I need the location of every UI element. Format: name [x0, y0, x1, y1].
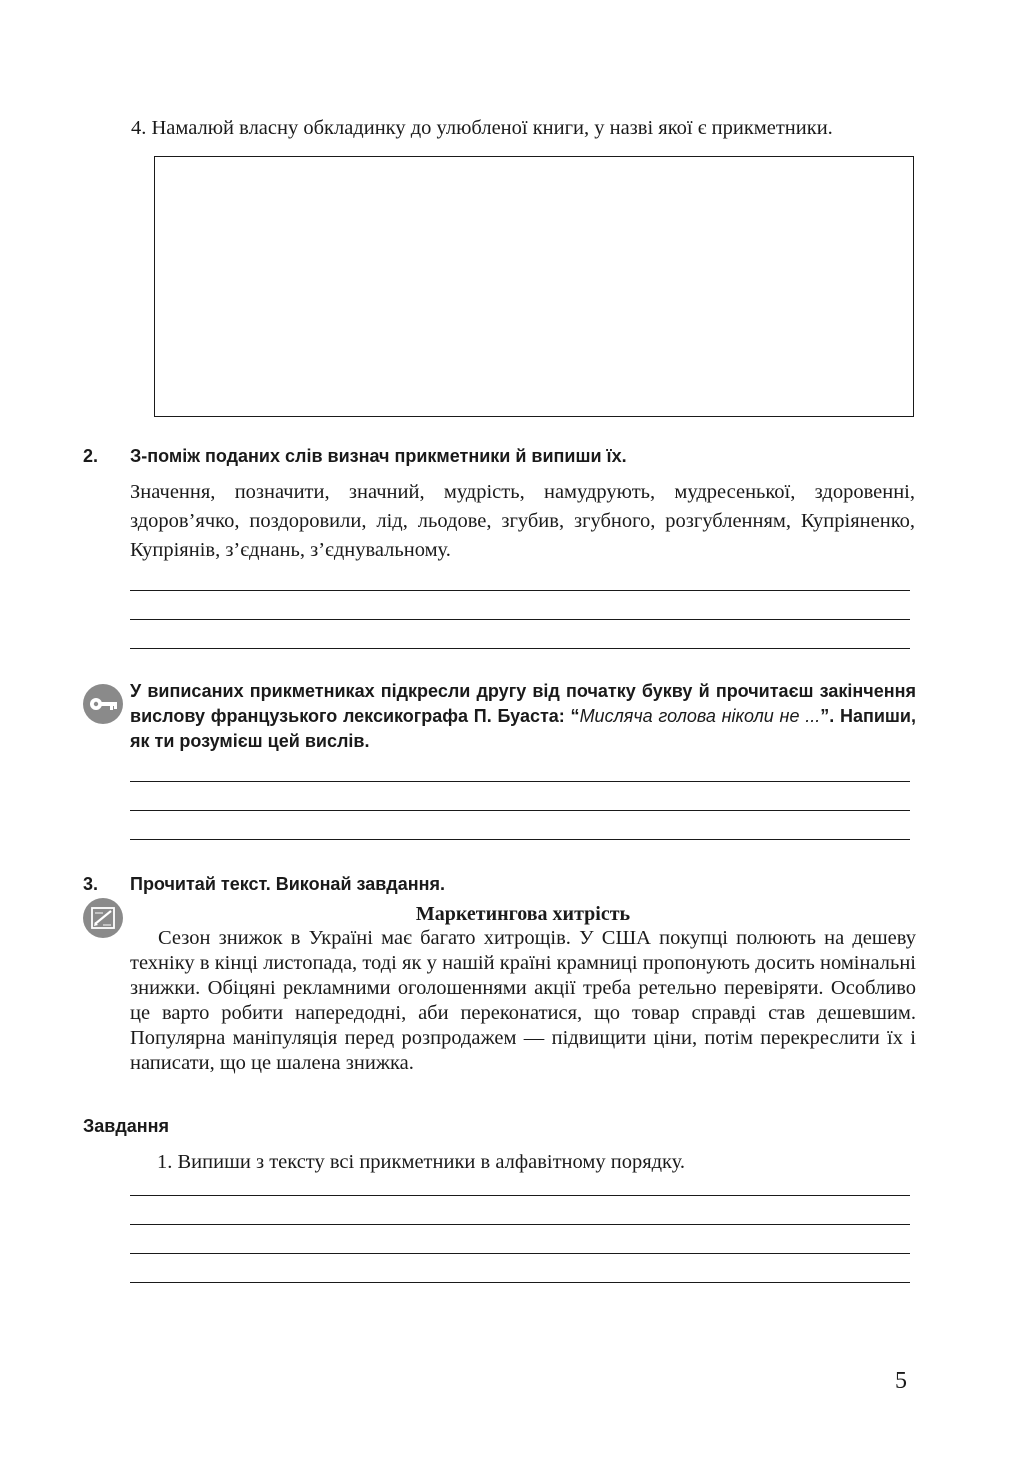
text-body: Сезон знижок в Україні має багато хитрощів. У США покупці полюють на дешеву техніку в кінці листопада, тоді як у нашій країні крамниці пропонують досить номінальні знижки. Обіцяні рекламними оголошеннями акції треба ретельно перевіряти. Особливо це варто робити напередодні, аби переконатися, що товар справді став дешевшим. Популярна маніпуляція перед розпродажем — підвищити ціни, потім перекреслити їх і написати, що це шалена знижка. [130, 927, 916, 1074]
task-2-number: 2. [83, 446, 99, 466]
key-task-text [130, 679, 916, 754]
key-icon [83, 684, 123, 724]
answer-line[interactable] [130, 1253, 910, 1254]
assignment-label: Завдання [83, 1116, 170, 1136]
key-task-text-before: У виписаних прикметниках підкресли другу від початку букву й прочитаєш закінчення вислову французького лексикографа П. Буаста: “ [130, 681, 916, 726]
answer-line[interactable] [130, 648, 910, 649]
answer-line[interactable] [130, 619, 910, 620]
pencil-note-icon [83, 898, 123, 938]
task-2-heading: З-поміж поданих слів визнач прикметники й випиши їх. [130, 446, 627, 466]
task-4-instruction: 4. Намалюй власну обкладинку до улюбленої книги, у назві якої є прикметники. [131, 117, 833, 139]
answer-line[interactable] [130, 810, 910, 811]
answer-line[interactable] [130, 781, 910, 782]
task-3-heading: Прочитай текст. Виконай завдання. [130, 874, 445, 894]
answer-line[interactable] [130, 839, 910, 840]
text-title: Маркетингова хитрість [415, 903, 631, 925]
key-task-quote: Мисляча голова ніколи не ... [579, 706, 821, 726]
task-2-word-list: Значення, позначити, значний, мудрість, намудрують, мудресенької, здоровенні, здоров’ячко, поздоровили, лід, льодове, згубив, згубного, розгубленням, Купріяненко, Купріянів, з’єднань, з’єднувальному. [130, 481, 915, 561]
page-number: 5 [895, 1368, 907, 1394]
answer-line[interactable] [130, 1195, 910, 1196]
key-task-text-after: ”. Напиши, як ти розумієш цей вислів. [130, 706, 917, 751]
task-3-number: 3. [83, 874, 99, 894]
answer-line[interactable] [130, 1282, 910, 1283]
answer-line[interactable] [130, 1224, 910, 1225]
answer-line[interactable] [130, 590, 910, 591]
drawing-box[interactable] [154, 156, 914, 417]
assignment-1: 1. Випиши з тексту всі прикметники в алфавітному порядку. [157, 1151, 686, 1173]
